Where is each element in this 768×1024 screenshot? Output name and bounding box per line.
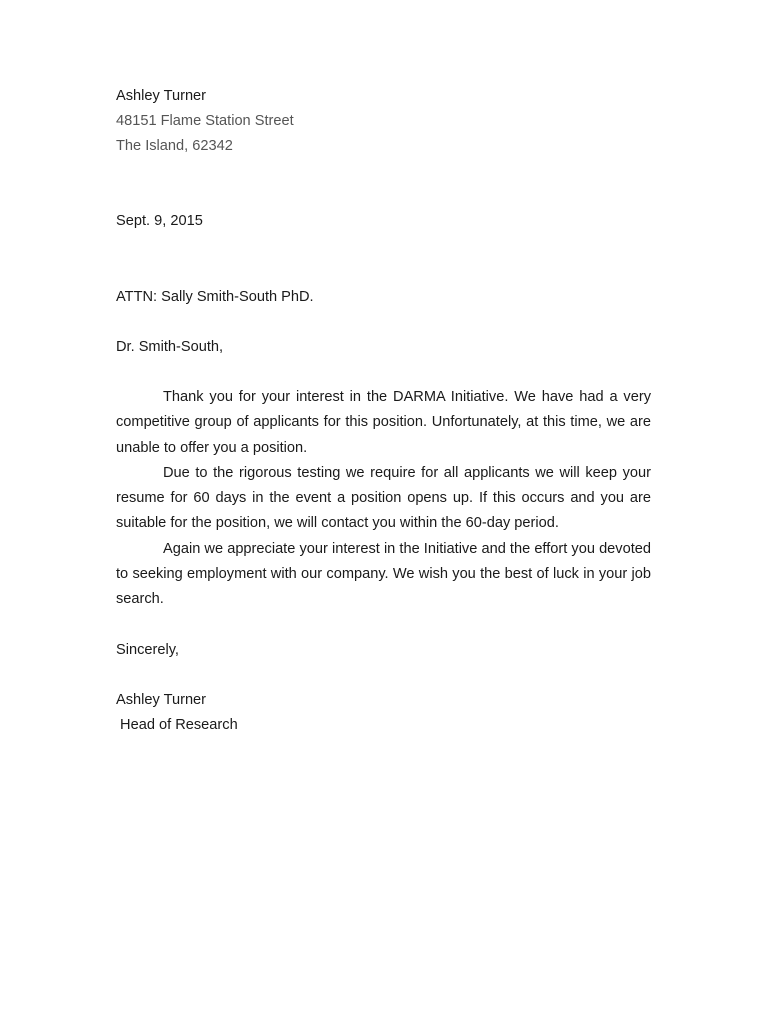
sender-city: The Island, 62342 bbox=[116, 138, 233, 154]
closing: Sincerely, bbox=[116, 642, 179, 658]
body-paragraph: Thank you for your interest in the DARMA Initiative. We have had a very competitive group of applicants for this position. Unfortunately, at this time, we are unable to offer you a position. bbox=[116, 389, 651, 456]
signature-name: Ashley Turner bbox=[116, 692, 207, 708]
letter-date: Sept. 9, 2015 bbox=[116, 213, 203, 229]
attention-line: ATTN: Sally Smith-South PhD. bbox=[116, 289, 314, 305]
sender-name: Ashley Turner bbox=[116, 88, 207, 104]
letter-body bbox=[116, 385, 651, 613]
body-paragraph: Again we appreciate your interest in the Initiative and the effort you devoted to seeking employment with our company. We wish you the best of luck in your job search. bbox=[116, 540, 651, 608]
signature-title: Head of Research bbox=[116, 717, 238, 733]
sender-street: 48151 Flame Station Street bbox=[116, 113, 294, 129]
salutation: Dr. Smith-South, bbox=[116, 339, 224, 355]
body-paragraph: Due to the rigorous testing we require for all applicants we will keep your resume for 60 days in the event a position opens up. If this occurs and you are suitable for the position, we will contact you within the 60-day period. bbox=[116, 464, 651, 532]
